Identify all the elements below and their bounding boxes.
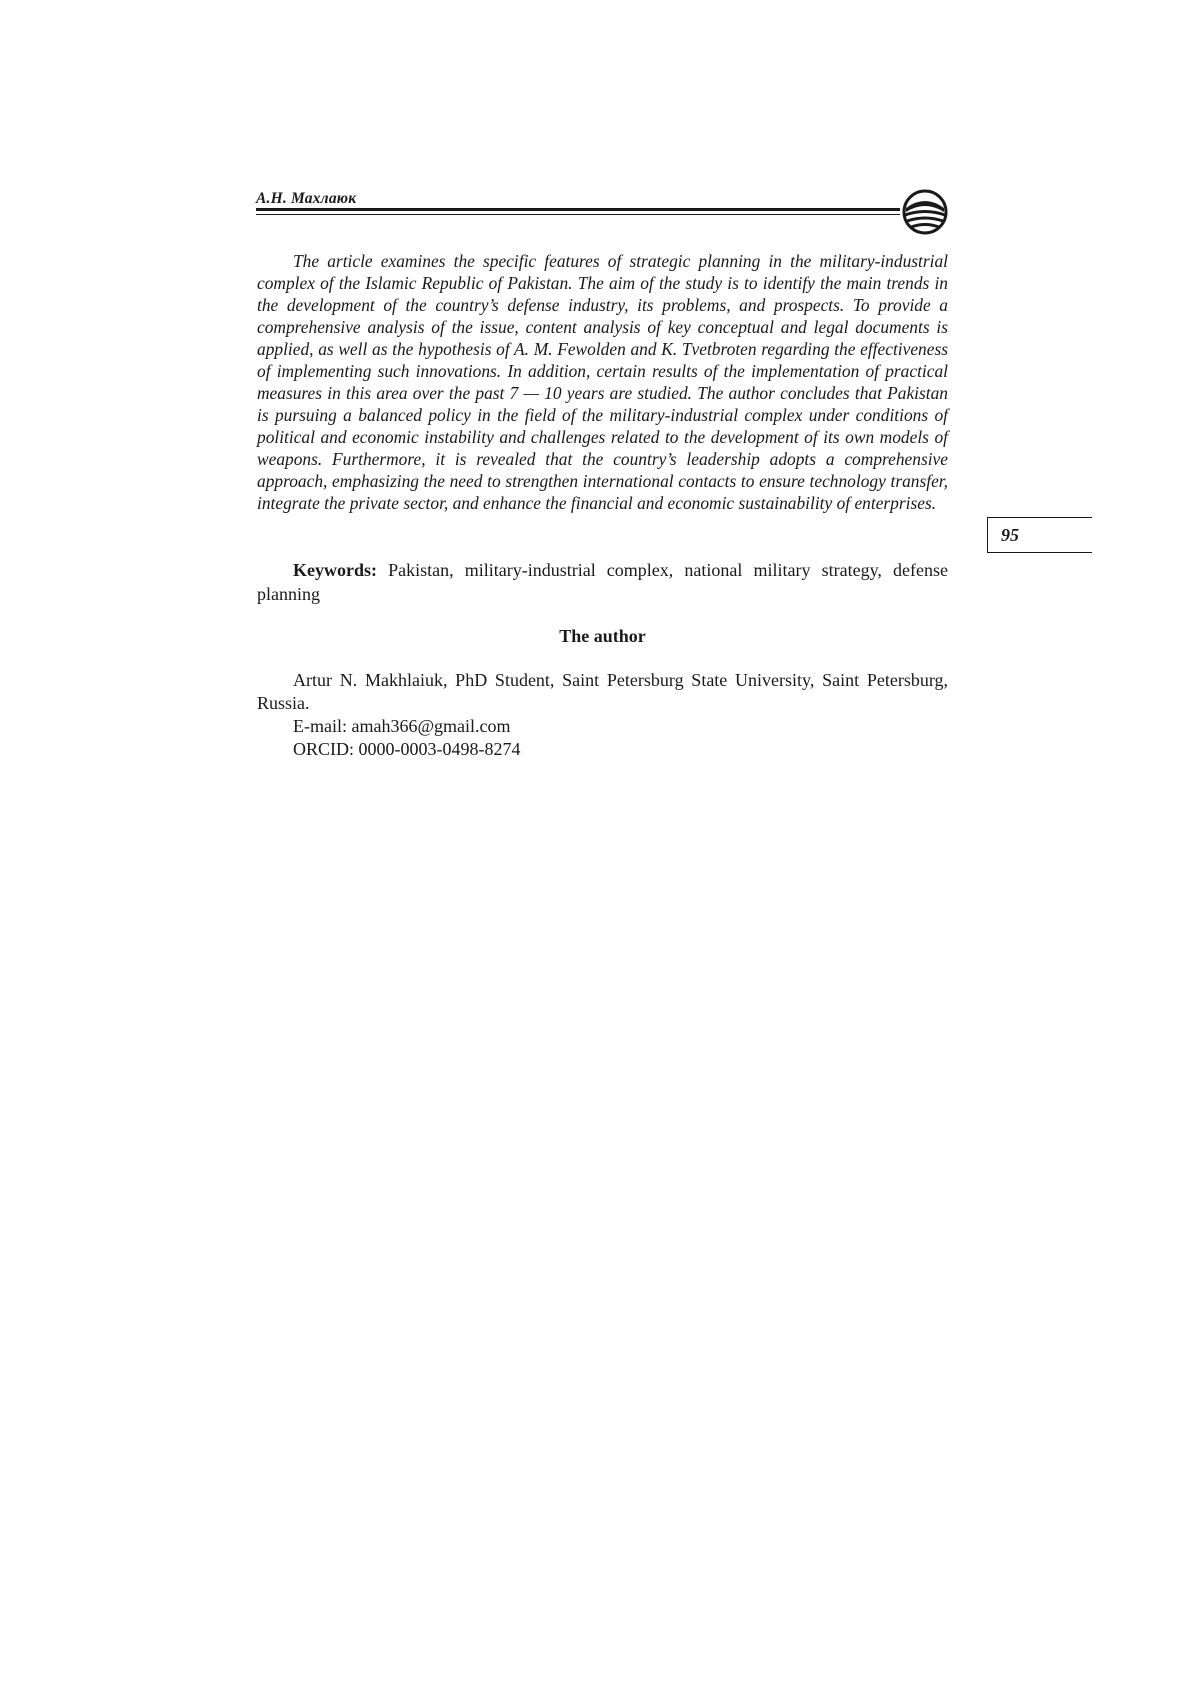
keywords-label: Keywords: <box>293 560 377 580</box>
header-rule <box>256 208 900 211</box>
page-number: 95 <box>1001 525 1019 545</box>
page-number-box <box>987 517 1092 553</box>
journal-logo-icon <box>900 188 950 236</box>
author-orcid: ORCID: 0000-0003-0498-8274 <box>293 739 521 759</box>
author-section-heading: The author <box>559 626 646 646</box>
keywords <box>257 558 948 606</box>
author-info <box>257 669 948 761</box>
running-header-author: А.Н. Махлаюк <box>256 190 357 207</box>
keywords-text: Pakistan, military-industrial complex, national military strategy, defense planning <box>257 560 948 604</box>
author-email: E-mail: amah366@gmail.com <box>293 716 511 736</box>
author-affiliation: Artur N. Makhlaiuk, PhD Student, Saint Petersburg State University, Saint Petersburg, Russia. <box>257 670 948 713</box>
header-rule-thin <box>256 214 900 215</box>
abstract-text: The article examines the specific features of strategic planning in the military-industrial complex of the Islamic Republic of Pakistan. The aim of the study is to identify the main trends in the development of the country’s defense industry, its problems, and prospects. To provide a comprehensive analysis of the issue, content analysis of key conceptual and legal documents is applied, as well as the hypothesis of A. M. Fewolden and K. Tvetbroten regarding the effectiveness of implementing such innovations. In addition, certain results of the implementation of practical measures in this area over the past 7 — 10 years are studied. The author concludes that Pakistan is pursuing a balanced policy in the field of the military-industrial complex under conditions of political and economic instability and challenges related to the development of its own models of weapons. Furthermore, it is revealed that the country’s leadership adopts a comprehensive approach, emphasizing the need to strengthen international contacts to ensure technology transfer, integrate the private sector, and enhance the financial and economic sustainability of enterprises. <box>257 251 948 513</box>
